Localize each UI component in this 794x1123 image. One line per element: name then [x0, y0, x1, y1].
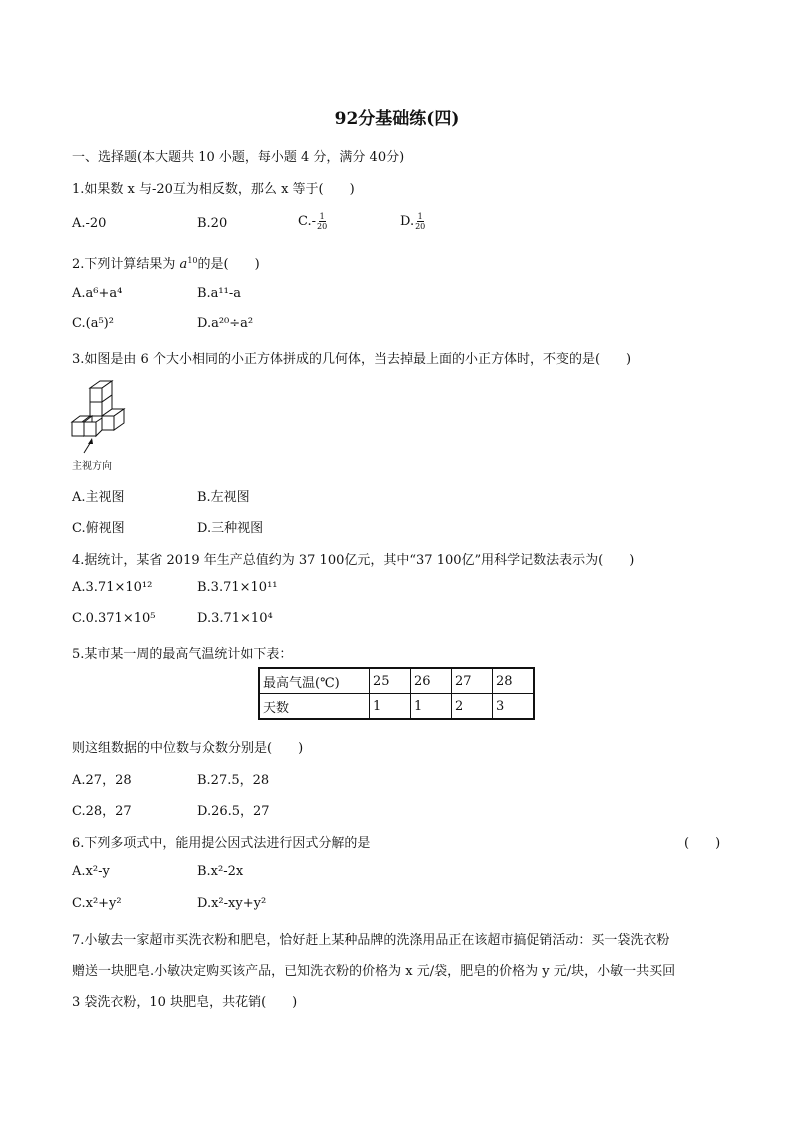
cube-front-face: [90, 388, 102, 402]
q1-option-a: A.-20: [72, 216, 107, 231]
q6-answer-parens: ( ): [684, 836, 721, 851]
table-cell: 2: [452, 694, 493, 720]
q4-option-d: D.3.71×10⁴: [197, 611, 273, 626]
q1-option-c-prefix: C.-: [298, 214, 317, 229]
q2-stem-suffix: 的是( ): [197, 257, 260, 272]
table-cell: 3: [493, 694, 535, 720]
table-cell: 1: [411, 694, 452, 720]
fraction: [317, 212, 327, 231]
cube-front-face: [72, 422, 84, 436]
q2-option-c: C.(a⁵)²: [72, 316, 114, 331]
fraction-denominator: 20: [415, 222, 426, 231]
q5-option-b: B.27.5，28: [197, 773, 270, 788]
q3-option-a: A.主视图: [72, 490, 125, 505]
figure-caption: 主视方向: [72, 461, 112, 472]
q1-option-d-prefix: D.: [400, 214, 415, 229]
table-cell: 25: [370, 668, 411, 694]
q2-stem-prefix: 2.下列计算结果为: [72, 257, 180, 272]
question-3: 3.如图是由 6 个大小相同的小正方体拼成的几何体，当去掉最上面的小正方体时，不变的是( ): [72, 352, 632, 367]
q1-option-c: [298, 212, 327, 231]
q6-option-d: D.x²-xy+y²: [197, 896, 267, 911]
question-5-followup: 则这组数据的中位数与众数分别是( ): [72, 741, 304, 756]
section-heading: 一、选择题(本大题共 10 小题，每小题 4 分，满分 40分): [72, 150, 405, 165]
q2-option-d: D.a²⁰÷a²: [197, 316, 254, 331]
question-7-line-1: 7.小敏去一家超市买洗衣粉和肥皂，恰好赶上某种品牌的洗涤用品正在该超市搞促销活动：买一袋洗衣粉: [72, 933, 670, 948]
fraction: [415, 212, 425, 231]
question-2: [72, 253, 260, 272]
question-4: 4.据统计，某省 2019 年生产总值约为 37 100亿元，其中“37 100亿”用科学记数法表示为( ): [72, 553, 635, 568]
q4-option-a: A.3.71×10¹²: [72, 580, 153, 595]
question-7-line-3: 3 袋洗衣粉，10 块肥皂，共花销( ): [72, 995, 298, 1010]
question-7-line-2: 赠送一块肥皂.小敏决定购买该产品，已知洗衣粉的价格为 x 元/袋，肥皂的价格为 y 元/块，小敏一共买回: [72, 964, 676, 979]
table-cell: 1: [370, 694, 411, 720]
q6-option-a: A.x²-y: [72, 864, 110, 879]
table-row: [259, 668, 534, 694]
question-6: 6.下列多项式中，能用提公因式法进行因式分解的是: [72, 836, 371, 851]
table-cell: 28: [493, 668, 535, 694]
question-1: 1.如果数 x 与-20互为相反数，那么 x 等于( ): [72, 182, 355, 197]
q2-stem-base: a: [179, 257, 188, 272]
q1-option-d: [400, 212, 425, 231]
q3-option-d: D.三种视图: [197, 521, 264, 536]
arrow-head: [88, 438, 93, 444]
q3-option-b: B.左视图: [197, 490, 250, 505]
q2-option-a: A.a⁶+a⁴: [72, 286, 123, 301]
q5-option-d: D.26.5，27: [197, 804, 270, 819]
q5-option-a: A.27，28: [72, 773, 132, 788]
cube-front-face: [102, 416, 114, 430]
q1-option-b: B.20: [197, 216, 228, 231]
q2-stem-exponent: 10: [187, 256, 198, 265]
q4-option-b: B.3.71×10¹¹: [197, 580, 278, 595]
q6-option-b: B.x²-2x: [197, 864, 244, 879]
q5-option-c: C.28，27: [72, 804, 132, 819]
table-header-cell: 天数: [259, 694, 370, 720]
fraction-numerator: 1: [417, 212, 423, 221]
table-cell: 26: [411, 668, 452, 694]
table-header-cell: 最高气温(℃): [259, 668, 370, 694]
cube-front-face: [84, 422, 96, 436]
table-cell: 27: [452, 668, 493, 694]
table-row: [259, 694, 534, 720]
question-5: 5.某市某一周的最高气温统计如下表：: [72, 647, 293, 662]
q3-option-c: C.俯视图: [72, 521, 125, 536]
cube-front-face: [90, 402, 102, 416]
q6-option-c: C.x²+y²: [72, 896, 122, 911]
q4-option-c: C.0.371×10⁵: [72, 611, 156, 626]
q2-option-b: B.a¹¹-a: [197, 286, 242, 301]
fraction-denominator: 20: [317, 222, 328, 231]
fraction-numerator: 1: [319, 212, 325, 221]
temperature-table: [258, 667, 535, 720]
page-title: 92分基础练(四): [334, 109, 460, 129]
